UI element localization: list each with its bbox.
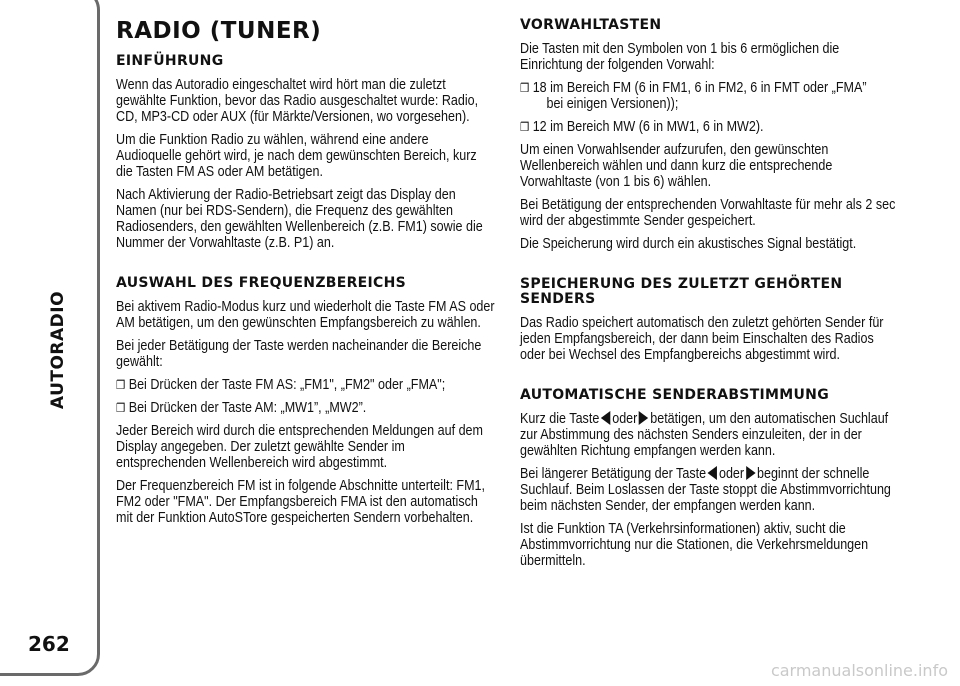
triangle-left-icon xyxy=(601,411,610,425)
heading-last-station: SPEICHERUNG DES ZULETZT GEHÖRTEN SENDERS xyxy=(520,276,843,307)
section-label: AUTORADIO xyxy=(48,290,68,410)
auto-paragraph-1: Kurz die Taste oder betätigen, um den automatischen Suchlauf zur Abstimmung des nächsten Senders einzuleiten, der in der gewählten Richtung empfangen werden kann. xyxy=(520,411,889,459)
band-paragraph-2: Bei jeder Betätigung der Taste werden nacheinander die Bereiche gewählt: xyxy=(116,338,482,370)
checkbox-bullet-icon: ❒ xyxy=(116,401,126,415)
watermark: carmanualsonline.info xyxy=(770,661,948,680)
preset-paragraph-3: Bei Betätigung der entsprechenden Vorwahltaste für mehr als 2 sec wird der abgestimmte Sender gespeichert. xyxy=(520,197,896,229)
checkbox-bullet-icon: ❒ xyxy=(520,81,530,95)
triangle-left-icon xyxy=(708,466,717,480)
page-title: RADIO (TUNER) xyxy=(116,18,322,44)
preset-paragraph-1: Die Tasten mit den Symbolen von 1 bis 6 ermöglichen die Einrichtung der folgenden Vorwahl: xyxy=(520,41,840,73)
heading-presets: VORWAHLTASTEN xyxy=(520,17,662,33)
band-bullet-2: ❒ Bei Drücken der Taste AM: „MW1”, „MW2”. xyxy=(116,400,367,416)
page-number: 262 xyxy=(28,632,70,656)
last-station-paragraph: Das Radio speichert automatisch den zuletzt gehörten Sender für jeden Empfangsbereich, der dann beim Einschalten des Radios oder bei Wechsel des Empfangbereichs abgestimmt wird. xyxy=(520,315,884,363)
heading-auto-tuning: AUTOMATISCHE SENDERABSTIMMUNG xyxy=(520,387,829,403)
band-bullet-1: ❒ Bei Drücken der Taste FM AS: „FM1", „FM2" oder „FMA"; xyxy=(116,377,446,393)
auto-paragraph-3: Ist die Funktion TA (Verkehrsinformationen) aktiv, sucht die Abstimmvorrichtung nur die Stationen, die Verkehrsmeldungen übermitteln. xyxy=(520,521,869,569)
left-column xyxy=(116,18,496,533)
checkbox-bullet-icon: ❒ xyxy=(116,378,126,392)
band-paragraph-3: Jeder Bereich wird durch die entsprechenden Meldungen auf dem Display angegeben. Der zuletzt gewählte Sender im entsprechenden Wellenbereich wird abgestimmt. xyxy=(116,423,483,471)
triangle-right-icon xyxy=(746,466,755,480)
band-paragraph-4: Der Frequenzbereich FM ist in folgende Abschnitte unterteilt: FM1, FM2 oder "FMA". Der Empfangsbereich FMA ist den automatisch mit der Funktion AutoSTore gespeicherten Sendern vorbehalten. xyxy=(116,478,486,526)
preset-bullet-2: ❒ 12 im Bereich MW (6 in MW1, 6 in MW2). xyxy=(520,119,764,135)
intro-paragraph-1: Wenn das Autoradio eingeschaltet wird hört man die zuletzt gewählte Funktion, bevor das Radio ausgeschaltet wurde: Radio, CD, MP3-CD oder AUX (für Märkte/Versionen, wo vorgesehen). xyxy=(116,77,479,125)
checkbox-bullet-icon: ❒ xyxy=(520,120,530,134)
intro-paragraph-2: Um die Funktion Radio zu wählen, während eine andere Audioquelle gehört wird, je nach dem gewünschten Bereich, kurz die Tasten FM AS oder AM betätigen. xyxy=(116,132,477,180)
heading-band: AUSWAHL DES FREQUENZBEREICHS xyxy=(116,275,407,291)
preset-bullet-1: ❒ 18 im Bereich FM (6 in FM1, 6 in FM2, 6 in FMT oder „FMA” bei einigen Versionen)); xyxy=(520,80,867,112)
preset-paragraph-4: Die Speicherung wird durch ein akustisches Signal bestätigt. xyxy=(520,236,857,252)
preset-paragraph-2: Um einen Vorwahlsender aufzurufen, den gewünschten Wellenbereich wählen und dann kurz die entsprechende Vorwahltaste (von 1 bis 6) wählen. xyxy=(520,142,833,190)
band-paragraph-1: Bei aktivem Radio-Modus kurz und wiederholt die Taste FM AS oder AM betätigen, um den gewünschten Empfangsbereich zu wählen. xyxy=(116,299,495,331)
right-column xyxy=(520,18,900,576)
heading-intro: EINFÜHRUNG xyxy=(116,53,224,69)
triangle-right-icon xyxy=(639,411,648,425)
intro-paragraph-3: Nach Aktivierung der Radio-Betriebsart zeigt das Display den Namen (nur bei RDS-Sendern), die Frequenz des gewählten Radiosenders, den gewählten Wellenbereich (z.B. FM1) sowie die Nummer der Vorwahltaste (z.B. P1) an. xyxy=(116,187,483,251)
auto-paragraph-2: Bei längerer Betätigung der Taste oder beginnt der schnelle Suchlauf. Beim Loslassen der Taste stoppt die Abstimmvorrichtung beim nächsten Sender, der empfangen werden kann. xyxy=(520,466,891,514)
